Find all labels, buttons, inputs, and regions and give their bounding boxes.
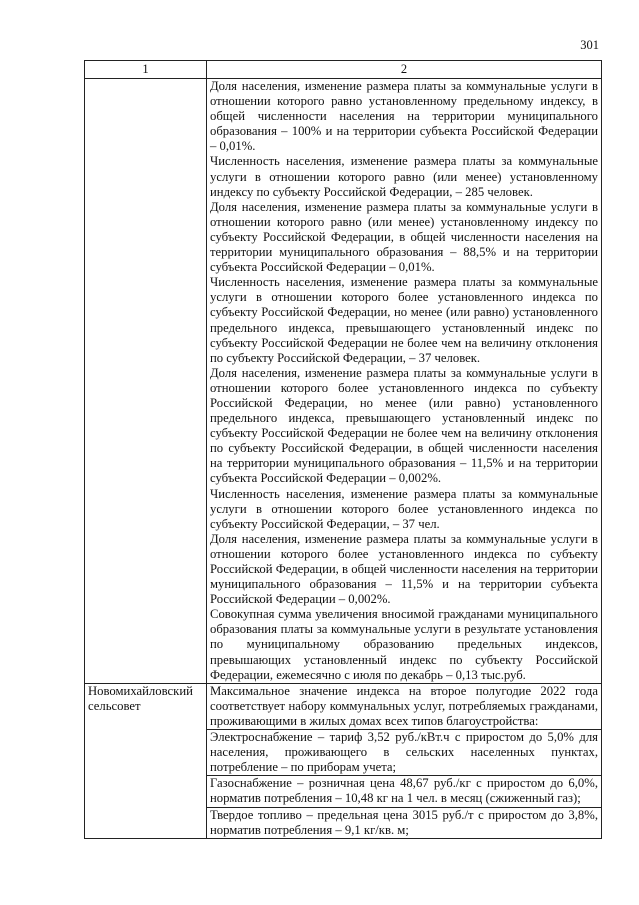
- table-header-row: [85, 61, 602, 79]
- table-row: [85, 79, 602, 684]
- paragraph: Доля населения, изменение размера платы за коммунальные услуги в отношении которого более установленного индекса по субъекту Российской Федерации, в общей численности населения на территории муниципального образования – 11,5% и на территории субъекта Российской Федерации – 0,002%.: [210, 531, 598, 607]
- indicator-text-cell: [207, 79, 602, 684]
- paragraph: Твердое топливо – предельная цена 3015 руб./т с приростом до 3,8%, норматив потребления – 9,1 кг/кв. м;: [210, 807, 598, 837]
- paragraph: Доля населения, изменение размера платы за коммунальные услуги в отношении которого более установленного индекса по субъекту Российской Федерации, но менее (или равно) установленного предельного индекса, превышающего установленный индекс по субъекту Российской Федерации не более чем на величину отклонения по субъекту Российской Федерации, в общей численности населения на территории муниципального образования – 11,5% и на территории субъекта Российской Федерации – 0,002%.: [210, 365, 598, 486]
- document-table: [84, 60, 602, 839]
- paragraph: Электроснабжение – тариф 3,52 руб./кВт.ч с приростом до 5,0% для населения, проживающего в сельских населенных пунктах, потребление – по приборам учета;: [210, 730, 598, 775]
- paragraph: Совокупная сумма увеличения вносимой гражданами муниципального образования платы за коммунальные услуги в результате установления по муниципальному образованию предельных индексов, превышающих установленный индекс по субъекту Российской Федерации, ежемесячно с июля по декабрь – 0,13 тыс.руб.: [210, 607, 598, 682]
- indicator-text-cell: [207, 683, 602, 838]
- municipality-name-cell: [85, 79, 207, 684]
- paragraph: Доля населения, изменение размера платы за коммунальные услуги в отношении которого равно (или менее) установленному индексу по субъекту Российской Федерации, в общей численности населения на территории муниципального образования – 88,5% и на территории субъекта Российской Федерации – 0,01%.: [210, 199, 598, 275]
- paragraph: Доля населения, изменение размера платы за коммунальные услуги в отношении которого равно установленному предельному индексу, в общей численности населения на территории муниципального образования – 100% и на территории субъекта Российской Федерации – 0,01%.: [210, 79, 598, 154]
- paragraph: Численность населения, изменение размера платы за коммунальные услуги в отношении которого более установленного индекса по субъекту Российской Федерации, но менее (или равно) установленного предельного индекса, превышающего установленный индекс по субъекту Российской Федерации не более чем на величину отклонения по субъекту Российской Федерации, – 37 человек.: [210, 275, 598, 365]
- municipality-name-cell: Новомихайловский сельсовет: [85, 683, 207, 838]
- table-header-col-2: 2: [207, 61, 602, 79]
- table-header-col-1: 1: [85, 61, 207, 79]
- table-row: [85, 683, 602, 838]
- paragraph: Численность населения, изменение размера платы за коммунальные услуги в отношении которого более установленного индекса по субъекту Российской Федерации, – 37 чел.: [210, 486, 598, 531]
- paragraph: Численность населения, изменение размера платы за коммунальные услуги в отношении которого равно (или менее) установленному индексу по субъекту Российской Федерации, – 285 человек.: [210, 154, 598, 199]
- page-number: 301: [580, 38, 599, 52]
- paragraph: Газоснабжение – розничная цена 48,67 руб./кг с приростом до 6,0%, норматив потребления – 10,48 кг на 1 чел. в месяц (сжиженный газ);: [210, 776, 598, 806]
- paragraph: Максимальное значение индекса на второе полугодие 2022 года соответствует набору коммунальных услуг, потребляемых гражданами, проживающими в жилых домах всех типов благоустройства:: [210, 683, 598, 728]
